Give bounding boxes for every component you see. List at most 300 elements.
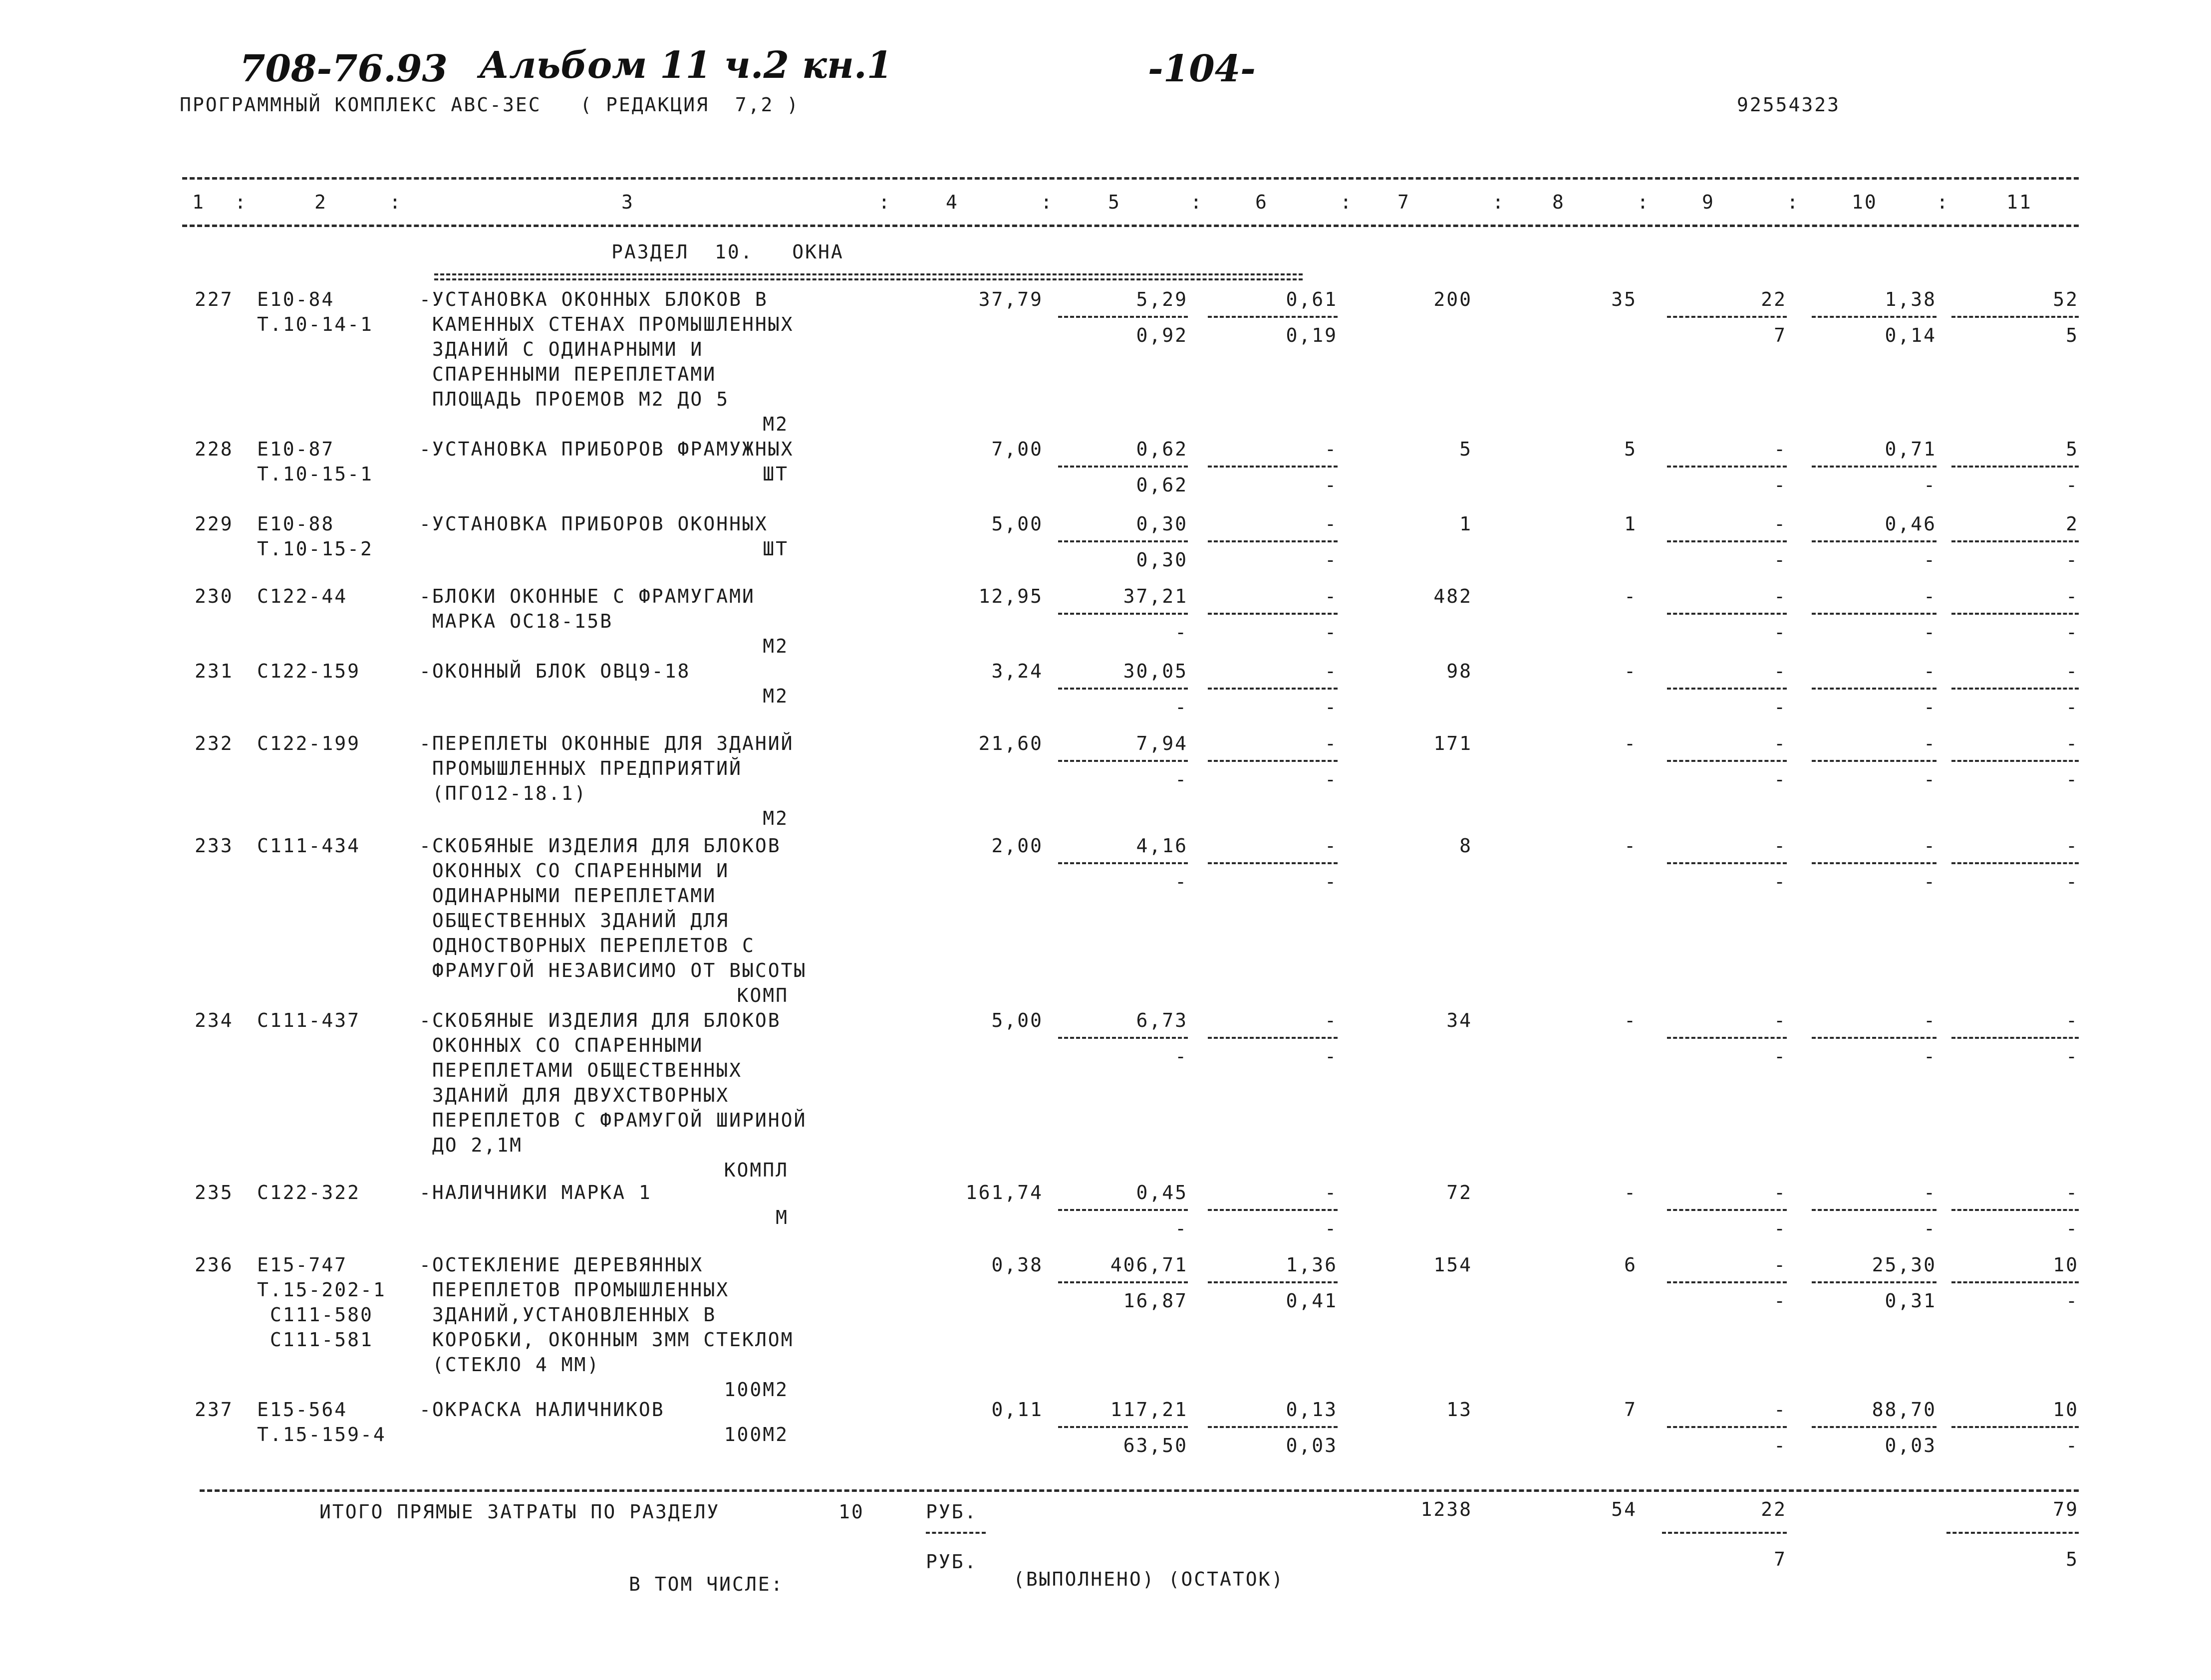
- cell-col9-bottom: -: [1774, 1290, 1787, 1312]
- cell-col5-top: 5,29: [1136, 288, 1188, 310]
- cell-col9-bottom: -: [1774, 768, 1787, 790]
- cell-col6-rule: [1208, 1281, 1338, 1283]
- column-separator: :: [1492, 191, 1505, 213]
- cell-col6-bottom: 0,19: [1286, 324, 1338, 346]
- cell-col5-rule: [1058, 466, 1188, 468]
- cell-col11-top: 52: [2053, 288, 2079, 310]
- cell-col10-bottom: -: [1924, 474, 1936, 496]
- cell-col4: 2,00: [991, 835, 1043, 857]
- row-description: ЗДАНИЙ С ОДИНАРНЫМИ И: [419, 338, 704, 360]
- row-description: ПЕРЕПЛЕТОВ С ФРАМУГОЙ ШИРИНОЙ: [419, 1109, 807, 1131]
- cell-col11-bottom: -: [2066, 1045, 2079, 1067]
- cell-col6-bottom: -: [1325, 474, 1338, 496]
- row-unit: ШТ: [763, 538, 789, 560]
- cell-col7: 5: [1459, 438, 1472, 460]
- cell-col9-top: -: [1774, 1182, 1787, 1203]
- cell-col6-bottom: -: [1325, 768, 1338, 790]
- row-description: -БЛОКИ ОКОННЫЕ С ФРАМУГАМИ: [419, 585, 755, 607]
- cell-col10-rule: [1812, 540, 1936, 542]
- cell-col11-bottom: -: [2066, 871, 2079, 893]
- row-number: 237: [195, 1399, 234, 1421]
- cell-col11-rule: [1951, 613, 2079, 615]
- row-description: -УСТАНОВКА ОКОННЫХ БЛОКОВ В: [419, 288, 768, 310]
- row-description: ФРАМУГОЙ НЕЗАВИСИМО ОТ ВЫСОТЫ: [419, 960, 807, 981]
- cell-col11-bottom: -: [2066, 1435, 2079, 1456]
- cell-col11-top: -: [2066, 835, 2079, 857]
- cell-col11-top: -: [2066, 585, 2079, 607]
- section-title: РАЗДЕЛ 10. ОКНА: [611, 241, 844, 263]
- row-code: Е10-84: [257, 288, 335, 310]
- cell-col8: 35: [1611, 288, 1637, 310]
- cell-col5-bottom: -: [1175, 696, 1188, 718]
- cell-col6-rule: [1208, 1209, 1338, 1211]
- cell-col8: 7: [1624, 1399, 1637, 1421]
- column-separator: :: [1190, 191, 1203, 213]
- cell-col5-bottom: -: [1175, 1045, 1188, 1067]
- cell-col11-top: -: [2066, 732, 2079, 754]
- row-description: (СТЕКЛО 4 ММ): [419, 1354, 600, 1376]
- cell-col6-rule: [1208, 688, 1338, 690]
- cell-col10-rule: [1812, 688, 1936, 690]
- cell-col6-bottom: -: [1325, 1045, 1338, 1067]
- column-header: 5: [1108, 191, 1121, 213]
- cell-col5-bottom: -: [1175, 621, 1188, 643]
- cell-col6-rule: [1208, 466, 1338, 468]
- totals-note: (ВЫПОЛНЕНО) (ОСТАТОК): [1013, 1568, 1285, 1590]
- doc-number: 92554323: [1737, 94, 1841, 116]
- row-code: Т.15-159-4: [257, 1424, 386, 1445]
- cell-col6-bottom: 0,03: [1286, 1435, 1338, 1456]
- row-number: 236: [195, 1254, 234, 1276]
- row-description: КОРОБКИ, ОКОННЫМ 3ММ СТЕКЛОМ: [419, 1329, 794, 1351]
- cell-col11-rule: [1951, 1037, 2079, 1039]
- cell-col11-top: 10: [2053, 1254, 2079, 1276]
- column-header: 1: [192, 191, 205, 213]
- cell-col11-rule: [1951, 760, 2079, 762]
- cell-col6-top: 0,13: [1286, 1399, 1338, 1421]
- cell-col7: 171: [1433, 732, 1472, 754]
- cell-col5-top: 37,21: [1123, 585, 1188, 607]
- cell-col9-rule: [1667, 466, 1787, 468]
- cell-col4: 21,60: [978, 732, 1043, 754]
- cell-col11-rule: [1951, 540, 2079, 542]
- cell-col10-top: -: [1924, 1009, 1936, 1031]
- cell-col6-top: -: [1325, 732, 1338, 754]
- cell-col11-top: 10: [2053, 1399, 2079, 1421]
- row-unit: КОМП: [737, 984, 789, 1006]
- cell-col10-top: -: [1924, 732, 1936, 754]
- row-code: С122-44: [257, 585, 348, 607]
- row-number: 232: [195, 732, 234, 754]
- row-unit: М: [776, 1206, 789, 1228]
- cell-col9-bottom: -: [1774, 549, 1787, 571]
- row-description: ДО 2,1М: [419, 1134, 523, 1156]
- cell-col9-top: -: [1774, 1254, 1787, 1276]
- totals-col11-rule: [1946, 1532, 2079, 1534]
- cell-col4: 161,74: [965, 1182, 1043, 1203]
- row-code: Т.10-15-2: [257, 538, 373, 560]
- row-number: 235: [195, 1182, 234, 1203]
- column-header: 11: [2006, 191, 2032, 213]
- row-description: -СКОБЯНЫЕ ИЗДЕЛИЯ ДЛЯ БЛОКОВ: [419, 835, 781, 857]
- row-code: С111-580: [257, 1304, 373, 1326]
- cell-col9-top: -: [1774, 660, 1787, 682]
- cell-col9-rule: [1667, 688, 1787, 690]
- column-header: 7: [1397, 191, 1410, 213]
- cell-col6-bottom: -: [1325, 1217, 1338, 1239]
- column-separator: :: [1340, 191, 1353, 213]
- cell-col6-rule: [1208, 540, 1338, 542]
- cell-col9-bottom: -: [1774, 1435, 1787, 1456]
- cell-col5-bottom: 0,30: [1136, 549, 1188, 571]
- row-description: ОДИНАРНЫМИ ПЕРЕПЛЕТАМИ: [419, 885, 717, 907]
- cell-col9-bottom: -: [1774, 1045, 1787, 1067]
- row-code: С111-434: [257, 835, 361, 857]
- cell-col6-top: -: [1325, 835, 1338, 857]
- cell-col5-top: 0,30: [1136, 513, 1188, 535]
- cell-col10-rule: [1812, 862, 1936, 864]
- cell-col4: 5,00: [991, 1009, 1043, 1031]
- cell-col9-rule: [1667, 1209, 1787, 1211]
- cell-col6-bottom: -: [1325, 549, 1338, 571]
- row-code: С111-581: [257, 1329, 373, 1351]
- cell-col6-top: -: [1325, 513, 1338, 535]
- cell-col6-top: 0,61: [1286, 288, 1338, 310]
- column-header: 6: [1255, 191, 1268, 213]
- cell-col4: 3,24: [991, 660, 1043, 682]
- cell-col9-rule: [1667, 1281, 1787, 1283]
- cell-col10-top: -: [1924, 1182, 1936, 1203]
- cell-col9-top: -: [1774, 438, 1787, 460]
- cell-col5-rule: [1058, 862, 1188, 864]
- cell-col11-rule: [1951, 316, 2079, 318]
- row-description: ОДНОСТВОРНЫХ ПЕРЕПЛЕТОВ С: [419, 935, 755, 957]
- cell-col10-rule: [1812, 1426, 1936, 1428]
- cell-col10-rule: [1812, 1037, 1936, 1039]
- totals-col11a: 79: [2053, 1498, 2079, 1520]
- row-unit: М2: [763, 807, 789, 829]
- cell-col6-top: -: [1325, 438, 1338, 460]
- cell-col11-bottom: -: [2066, 696, 2079, 718]
- cell-col10-rule: [1812, 1281, 1936, 1283]
- row-unit: М2: [763, 635, 789, 657]
- totals-rub-2: РУБ.: [926, 1551, 978, 1573]
- cell-col10-bottom: -: [1924, 871, 1936, 893]
- row-code: Т.15-202-1: [257, 1279, 386, 1301]
- row-code: С111-437: [257, 1009, 361, 1031]
- cell-col9-bottom: -: [1774, 1217, 1787, 1239]
- page-number: -104-: [1148, 47, 1256, 90]
- row-description: МАРКА ОС18-15В: [419, 610, 613, 632]
- cell-col10-rule: [1812, 316, 1936, 318]
- row-description: ЗДАНИЙ ДЛЯ ДВУХСТВОРНЫХ: [419, 1084, 730, 1106]
- row-code: Е15-564: [257, 1399, 348, 1421]
- row-code: С122-159: [257, 660, 361, 682]
- cell-col10-bottom: -: [1924, 549, 1936, 571]
- cell-col5-rule: [1058, 316, 1188, 318]
- column-separator: :: [878, 191, 891, 213]
- cell-col7: 200: [1433, 288, 1472, 310]
- row-code: Т.10-15-1: [257, 463, 373, 485]
- totals-label: ИТОГО ПРЯМЫЕ ЗАТРАТЫ ПО РАЗДЕЛУ: [319, 1501, 720, 1523]
- cell-col9-top: -: [1774, 732, 1787, 754]
- cell-col9-bottom: 7: [1774, 324, 1787, 346]
- cell-col4: 7,00: [991, 438, 1043, 460]
- row-unit: 100М2: [724, 1379, 789, 1401]
- cell-col5-top: 117,21: [1110, 1399, 1188, 1421]
- cell-col5-rule: [1058, 1281, 1188, 1283]
- cell-col5-bottom: 16,87: [1123, 1290, 1188, 1312]
- totals-col9-rule: [1662, 1532, 1787, 1534]
- cell-col6-rule: [1208, 1037, 1338, 1039]
- row-number: 228: [195, 438, 234, 460]
- row-description: ПРОМЫШЛЕННЫХ ПРЕДПРИЯТИЙ: [419, 757, 742, 779]
- cell-col5-rule: [1058, 613, 1188, 615]
- program-line: ПРОГРАММНЫЙ КОМПЛЕКС АВС-3ЕС ( РЕДАКЦИЯ 7,2 ): [180, 94, 800, 116]
- cell-col4: 12,95: [978, 585, 1043, 607]
- row-unit: М2: [763, 685, 789, 707]
- cell-col8: -: [1624, 732, 1637, 754]
- cell-col10-bottom: -: [1924, 768, 1936, 790]
- cell-col11-rule: [1951, 688, 2079, 690]
- row-code: Т.10-14-1: [257, 313, 373, 335]
- row-code: Е15-747: [257, 1254, 348, 1276]
- cell-col4: 5,00: [991, 513, 1043, 535]
- row-unit: 100М2: [724, 1424, 789, 1445]
- cell-col6-bottom: -: [1325, 871, 1338, 893]
- cell-col5-rule: [1058, 1426, 1188, 1428]
- cell-col9-rule: [1667, 1426, 1787, 1428]
- row-description: ПЕРЕПЛЕТАМИ ОБЩЕСТВЕННЫХ: [419, 1059, 742, 1081]
- cell-col10-top: -: [1924, 835, 1936, 857]
- cell-col7: 72: [1446, 1182, 1472, 1203]
- totals-col9a: 22: [1761, 1498, 1787, 1520]
- cell-col5-top: 4,16: [1136, 835, 1188, 857]
- cell-col7: 154: [1433, 1254, 1472, 1276]
- cell-col11-bottom: -: [2066, 1290, 2079, 1312]
- column-separator: :: [1041, 191, 1054, 213]
- cell-col10-top: -: [1924, 660, 1936, 682]
- cell-col5-top: 6,73: [1136, 1009, 1188, 1031]
- column-header: 8: [1552, 191, 1565, 213]
- cell-col10-rule: [1812, 1209, 1936, 1211]
- row-number: 234: [195, 1009, 234, 1031]
- totals-col9b: 7: [1774, 1548, 1787, 1570]
- totals-col7: 1238: [1420, 1498, 1472, 1520]
- cell-col7: 8: [1459, 835, 1472, 857]
- row-description: -ОКОННЫЙ БЛОК ОВЦ9-18: [419, 660, 691, 682]
- row-description: КАМЕННЫХ СТЕНАХ ПРОМЫШЛЕННЫХ: [419, 313, 794, 335]
- cell-col6-top: -: [1325, 585, 1338, 607]
- cell-col9-rule: [1667, 316, 1787, 318]
- column-header: 9: [1702, 191, 1715, 213]
- cell-col11-bottom: -: [2066, 474, 2079, 496]
- cell-col6-top: -: [1325, 1009, 1338, 1031]
- handwritten-code: 708-76.93: [240, 47, 448, 90]
- totals-rule: [200, 1489, 2079, 1492]
- cell-col5-bottom: -: [1175, 768, 1188, 790]
- column-header: 2: [314, 191, 327, 213]
- cell-col6-rule: [1208, 1426, 1338, 1428]
- cell-col11-rule: [1951, 862, 2079, 864]
- cell-col8: 1: [1624, 513, 1637, 535]
- totals-rub-1: РУБ.: [926, 1501, 978, 1523]
- cell-col11-rule: [1951, 466, 2079, 468]
- totals-section: 10: [838, 1501, 864, 1523]
- column-header: 10: [1852, 191, 1878, 213]
- row-description: ОБЩЕСТВЕННЫХ ЗДАНИЙ ДЛЯ: [419, 910, 730, 932]
- cell-col5-bottom: 0,92: [1136, 324, 1188, 346]
- row-description: ЗДАНИЙ,УСТАНОВЛЕННЫХ В: [419, 1304, 717, 1326]
- row-unit: КОМПЛ: [724, 1159, 789, 1181]
- row-description: -ОСТЕКЛЕНИЕ ДЕРЕВЯННЫХ: [419, 1254, 704, 1276]
- cell-col10-rule: [1812, 760, 1936, 762]
- row-code: Е10-88: [257, 513, 335, 535]
- cell-col4: 0,38: [991, 1254, 1043, 1276]
- cell-col11-top: -: [2066, 1009, 2079, 1031]
- cell-col9-rule: [1667, 760, 1787, 762]
- row-number: 229: [195, 513, 234, 535]
- cell-col5-bottom: 63,50: [1123, 1435, 1188, 1456]
- cell-col7: 34: [1446, 1009, 1472, 1031]
- cell-col9-top: -: [1774, 835, 1787, 857]
- cell-col9-rule: [1667, 613, 1787, 615]
- cell-col8: 6: [1624, 1254, 1637, 1276]
- cell-col6-bottom: 0,41: [1286, 1290, 1338, 1312]
- row-description: ПЛОЩАДЬ ПРОЕМОВ М2 ДО 5: [419, 388, 730, 410]
- cell-col11-top: 2: [2066, 513, 2079, 535]
- cell-col5-top: 406,71: [1110, 1254, 1188, 1276]
- row-description: ПЕРЕПЛЕТОВ ПРОМЫШЛЕННЫХ: [419, 1279, 730, 1301]
- cell-col9-top: -: [1774, 1009, 1787, 1031]
- cell-col9-top: -: [1774, 513, 1787, 535]
- cell-col11-bottom: -: [2066, 621, 2079, 643]
- handwritten-album: Альбом 11 ч.2 кн.1: [479, 44, 893, 87]
- column-header: 4: [946, 191, 959, 213]
- row-code: С122-322: [257, 1182, 361, 1203]
- cell-col10-bottom: -: [1924, 696, 1936, 718]
- cell-col5-top: 0,62: [1136, 438, 1188, 460]
- cell-col5-top: 0,45: [1136, 1182, 1188, 1203]
- cell-col8: -: [1624, 1009, 1637, 1031]
- cell-col11-rule: [1951, 1281, 2079, 1283]
- cell-col9-top: 22: [1761, 288, 1787, 310]
- cell-col11-rule: [1951, 1209, 2079, 1211]
- row-unit: М2: [763, 413, 789, 435]
- cell-col6-rule: [1208, 613, 1338, 615]
- totals-col11b: 5: [2066, 1548, 2079, 1570]
- row-number: 227: [195, 288, 234, 310]
- cell-col8: -: [1624, 835, 1637, 857]
- cell-col10-bottom: -: [1924, 621, 1936, 643]
- cell-col9-bottom: -: [1774, 696, 1787, 718]
- cell-col9-bottom: -: [1774, 871, 1787, 893]
- cell-col10-bottom: -: [1924, 1045, 1936, 1067]
- column-separator: :: [1787, 191, 1800, 213]
- row-description: ОКОННЫХ СО СПАРЕННЫМИ: [419, 1034, 704, 1056]
- cell-col9-rule: [1667, 862, 1787, 864]
- cell-col10-top: 0,46: [1885, 513, 1936, 535]
- row-description: ОКОННЫХ СО СПАРЕННЫМИ И: [419, 860, 730, 882]
- cell-col11-bottom: -: [2066, 768, 2079, 790]
- cell-col5-bottom: 0,62: [1136, 474, 1188, 496]
- row-description: (ПГО12-18.1): [419, 782, 587, 804]
- row-unit: ШТ: [763, 463, 789, 485]
- cell-col10-rule: [1812, 613, 1936, 615]
- section-underline: [434, 273, 1303, 280]
- cell-col5-rule: [1058, 1037, 1188, 1039]
- column-header: 3: [621, 191, 634, 213]
- column-separator: :: [389, 191, 402, 213]
- table-top-rule: [182, 177, 2079, 180]
- cell-col11-bottom: -: [2066, 549, 2079, 571]
- cell-col5-rule: [1058, 540, 1188, 542]
- cell-col6-rule: [1208, 862, 1338, 864]
- cell-col5-rule: [1058, 1209, 1188, 1211]
- row-description: -ПЕРЕПЛЕТЫ ОКОННЫЕ ДЛЯ ЗДАНИЙ: [419, 732, 794, 754]
- row-code: Е10-87: [257, 438, 335, 460]
- cell-col6-top: 1,36: [1286, 1254, 1338, 1276]
- column-separator: :: [1936, 191, 1949, 213]
- cell-col10-bottom: 0,31: [1885, 1290, 1936, 1312]
- cell-col10-rule: [1812, 466, 1936, 468]
- row-description: -УСТАНОВКА ПРИБОРОВ ФРАМУЖНЫХ: [419, 438, 794, 460]
- cell-col9-bottom: -: [1774, 474, 1787, 496]
- cell-col9-rule: [1667, 540, 1787, 542]
- cell-col7: 1: [1459, 513, 1472, 535]
- cell-col11-bottom: -: [2066, 1217, 2079, 1239]
- row-number: 230: [195, 585, 234, 607]
- column-separator: :: [1637, 191, 1650, 213]
- column-separator: :: [235, 191, 248, 213]
- cell-col5-rule: [1058, 760, 1188, 762]
- cell-col6-bottom: -: [1325, 696, 1338, 718]
- cell-col4: 37,79: [978, 288, 1043, 310]
- cell-col8: -: [1624, 660, 1637, 682]
- cell-col10-top: -: [1924, 585, 1936, 607]
- row-number: 233: [195, 835, 234, 857]
- including-label: В ТОМ ЧИСЛЕ:: [629, 1573, 784, 1595]
- totals-col8: 54: [1611, 1498, 1637, 1520]
- cell-col10-bottom: 0,14: [1885, 324, 1936, 346]
- row-description: -УСТАНОВКА ПРИБОРОВ ОКОННЫХ: [419, 513, 768, 535]
- cell-col11-top: -: [2066, 1182, 2079, 1203]
- cell-col6-top: -: [1325, 660, 1338, 682]
- cell-col9-rule: [1667, 1037, 1787, 1039]
- cell-col9-top: -: [1774, 585, 1787, 607]
- cell-col10-bottom: -: [1924, 1217, 1936, 1239]
- cell-col11-bottom: 5: [2066, 324, 2079, 346]
- cell-col6-bottom: -: [1325, 621, 1338, 643]
- rub-underline: [926, 1532, 986, 1534]
- row-code: С122-199: [257, 732, 361, 754]
- cell-col6-rule: [1208, 760, 1338, 762]
- cell-col8: -: [1624, 585, 1637, 607]
- row-number: 231: [195, 660, 234, 682]
- cell-col9-top: -: [1774, 1399, 1787, 1421]
- cell-col7: 98: [1446, 660, 1472, 682]
- cell-col10-top: 25,30: [1872, 1254, 1936, 1276]
- header-bottom-rule: [182, 225, 2079, 227]
- cell-col4: 0,11: [991, 1399, 1043, 1421]
- cell-col11-top: 5: [2066, 438, 2079, 460]
- row-description: -ОКРАСКА НАЛИЧНИКОВ: [419, 1399, 665, 1421]
- row-description: -СКОБЯНЫЕ ИЗДЕЛИЯ ДЛЯ БЛОКОВ: [419, 1009, 781, 1031]
- cell-col7: 13: [1446, 1399, 1472, 1421]
- cell-col9-bottom: -: [1774, 621, 1787, 643]
- cell-col5-rule: [1058, 688, 1188, 690]
- cell-col5-bottom: -: [1175, 1217, 1188, 1239]
